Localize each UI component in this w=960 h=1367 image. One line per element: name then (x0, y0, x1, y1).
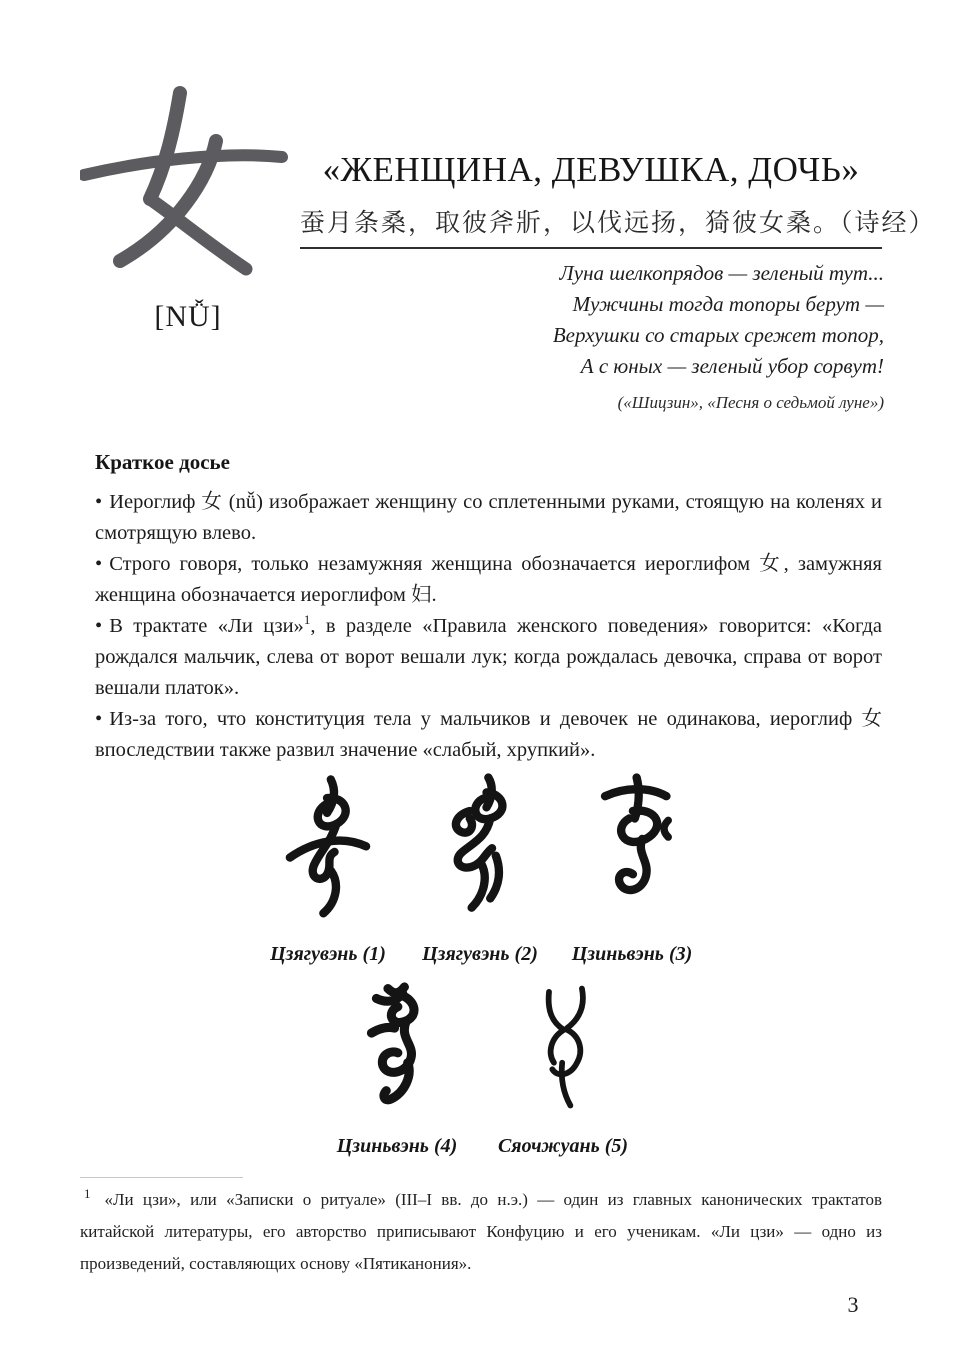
bullet-text: , в разделе «Правила женского поведения» говорится: «Когда рождался мальчик, слева от ворот вешали лук; когда рождалась девочка, справа от ворот вешали платок». (95, 615, 883, 699)
oracle-bone-glyph-1-icon (275, 772, 381, 930)
chinese-quote: 蚕月条桑，取彼斧斨，以伐远扬，猗彼女桑。（诗经） (300, 210, 936, 237)
ancient-form-figure (404, 772, 556, 966)
figure-caption: Цзягувэнь (1) (270, 943, 386, 965)
main-character-glyph (80, 86, 295, 278)
bronze-script-glyph-4-icon (347, 982, 447, 1122)
bullet-marker: • (95, 615, 103, 637)
figure-caption: Цзиньвэнь (4) (336, 1135, 458, 1157)
dossier-body (95, 487, 882, 766)
bullet-item (95, 487, 882, 549)
poem-line: А с юных — зеленый убор сорвут! (580, 354, 884, 378)
poem-line: Луна шелкопрядов — зеленый тут... (559, 261, 884, 285)
ancient-forms-row-1 (0, 772, 960, 966)
bullet-item (95, 549, 882, 611)
seal-script-glyph-5-icon (513, 982, 613, 1122)
footnote (80, 1184, 882, 1280)
page-number: 3 (847, 1292, 859, 1317)
ancient-form-figure (314, 982, 480, 1158)
bullet-marker: • (95, 553, 103, 575)
bullet-marker: • (95, 708, 103, 730)
poem-line: Мужчины тогда топоры берут — (572, 292, 884, 316)
bullet-item (95, 611, 882, 704)
footnote-marker: 1 (84, 1186, 91, 1202)
figure-caption: Цзиньвэнь (3) (571, 943, 693, 965)
bullet-text: Из-за того, что конституция тела у мальчиков и девочек не одинакова, иероглиф 女 впоследствии также развил значение «слабый, хрупкий». (95, 708, 882, 761)
ancient-form-figure (480, 982, 646, 1158)
poem-block (284, 258, 884, 418)
figure-caption: Сяочжуань (5) (497, 1135, 629, 1157)
figure-caption: Цзягувэнь (2) (422, 943, 538, 965)
section-heading: Краткое досье (95, 450, 230, 474)
poem-line: Верхушки со старых срежет топор, (552, 323, 884, 347)
page-title: «ЖЕНЩИНА, ДЕВУШКА, ДОЧЬ» (322, 150, 860, 189)
bullet-item (95, 704, 882, 766)
bullet-text: В трактате «Ли цзи» (109, 615, 304, 637)
oracle-bone-glyph-2-icon (427, 772, 533, 930)
footnote-ref: 1 (303, 612, 311, 628)
footnote-divider (80, 1177, 243, 1178)
bullet-text: Иероглиф 女 (nǚ) изображает женщину со сплетенными руками, стоящую на коленях и смотрящую влево. (95, 491, 882, 544)
footnote-text: «Ли цзи», или «Записки о ритуале» (III–I вв. до н.э.) — один из главных канонических трактатов китайской литературы, его авторство приписывают Конфуцию и его ученикам. «Ли цзи» — одно из произведений, составляющих основу «Пятиканония». (80, 1190, 882, 1273)
ancient-form-figure (556, 772, 708, 966)
ancient-forms-row-2 (0, 982, 960, 1158)
ancient-form-figure (252, 772, 404, 966)
bullet-text: Строго говоря, только незамужняя женщина обозначается иероглифом 女, замужняя женщина обозначается иероглифом 妇. (95, 553, 882, 606)
poem-source: («Шицзин», «Песня о седьмой луне») (617, 393, 884, 412)
bronze-script-glyph-3-icon (579, 772, 685, 930)
title-divider (300, 247, 882, 249)
pronunciation-label: [NǙ] (154, 300, 222, 333)
bullet-marker: • (95, 491, 103, 513)
